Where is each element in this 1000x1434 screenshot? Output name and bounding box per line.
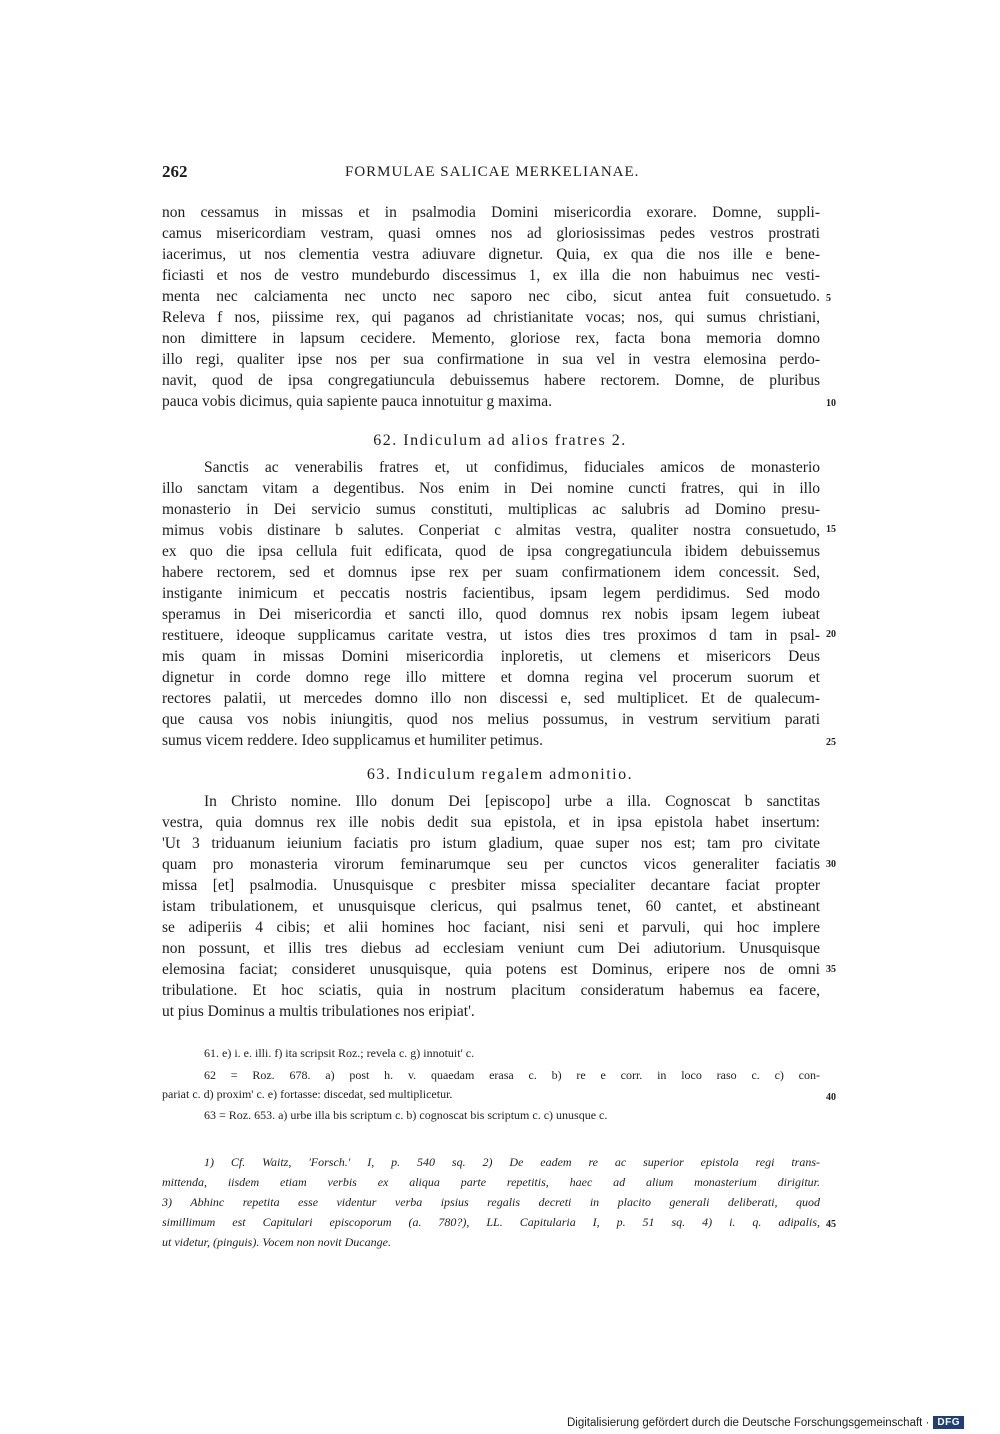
line-number: 45 (826, 1219, 836, 1230)
body-line: pauca vobis dicimus, quia sapiente pauca innotuitur g maxima. (162, 393, 552, 410)
body-line: ficiasti et nos de vestro mundeburdo discessimus 1, ex illa die non habuimus nec vesti- (162, 267, 820, 284)
footnote-line: ut videtur, (pinguis). Vocem non novit Ducange. (162, 1235, 391, 1249)
body-line: tribulatione. Et hoc sciatis, quia in nostrum placitum consideratum habemus ea facere, (162, 982, 820, 999)
body-line: instigante inimicum et peccatis nostris facientibus, ipsam legem perdidimus. Sed modo (162, 585, 820, 602)
body-line: monasterio in Dei servicio sumus constituti, multiplicas ac salubris ad Domino presu- (162, 501, 820, 518)
footnote-line: 1) Cf. Waitz, 'Forsch.' I, p. 540 sq. 2) De eadem re ac superior epistola regi trans- (204, 1155, 820, 1169)
body-line: navit, quod de ipsa congregatiuncula debuissemus habere rectorem. Domne, de pluribus (162, 372, 820, 389)
apparatus-line: 61. e) i. e. illi. f) ita scripsit Roz.; revela c. g) innotuit' c. (204, 1046, 475, 1060)
credit-text: Digitalisierung gefördert durch die Deutsche Forschungsgemeinschaft · (566, 1416, 930, 1429)
footnote-line: mittenda, iisdem etiam verbis ex aliqua parte repetitis, haec ad alium monasterium dirigitur. (162, 1175, 820, 1189)
body-line: istam tribulationem, et unusquisque clericus, qui psalmus tenet, 60 cantet, et abstineant (162, 898, 820, 915)
section-heading: 62. Indiculum ad alios fratres 2. (373, 432, 627, 449)
body-line: mimus vobis distinare b salutes. Conperiat c almitas vestra, qualiter nostra consuetudo, (162, 522, 820, 539)
body-line: Sanctis ac venerabilis fratres et, ut confidimus, fiduciales amicos de monasterio (204, 459, 820, 476)
body-line: speramus in Dei misericordia et sancti illo, quod domnus rex nobis ipsam legem iubeat (162, 606, 820, 623)
body-line: rectores palatii, ut mercedes domno illo non discessi e, sed multiplicet. Et de qualecum- (162, 690, 820, 707)
body-line: elemosina faciat; consideret unusquisque, quia potens est Dominus, eripere nos de omni (162, 961, 820, 978)
footnote-line: 3) Abhinc repetita esse videntur verba ipsius regalis decreti in placito generali deliberati, quod (162, 1195, 820, 1209)
body-line: ut pius Dominus a multis tribulationes nos eripiat'. (162, 1003, 475, 1020)
body-line: iacerimus, ut nos clementia vestra adiuvare dignetur. Quia, ex qua die nos ille e bene- (162, 246, 820, 263)
apparatus-line: 63 = Roz. 653. a) urbe illa bis scriptum c. b) cognoscat bis scriptum c. c) unusque c. (204, 1108, 608, 1122)
line-number: 40 (826, 1092, 836, 1103)
digitization-credit (567, 1416, 964, 1429)
body-line: In Christo nomine. Illo donum Dei [episcopo] urbe a illa. Cognoscat b sanctitas (204, 793, 820, 810)
running-title: FORMULAE SALICAE MERKELIANAE. (345, 164, 640, 180)
body-line: mis quam in missas Domini misericordia inploretis, ut clemens et misericors Deus (162, 648, 820, 665)
body-line: quam pro monasteria virorum feminarumque seu per cunctos vicos generaliter faciatis (162, 856, 820, 873)
body-line: Releva f nos, piissime rex, qui paganos ad christianitate vocas; nos, qui sumus christiani, (162, 309, 820, 326)
body-line: se adiperiis 4 cibis; et alii homines hoc faciant, nisi seni et parvuli, qui hoc implere (162, 919, 820, 936)
apparatus-line: 62 = Roz. 678. a) post h. v. quaedam erasa c. b) re e corr. in loco raso c. c) con- (204, 1068, 820, 1082)
footnote-line: simillimum est Capitulari episcoporum (a. 780?), LL. Capitularia I, p. 51 sq. 4) i. q. adipalis, (162, 1215, 820, 1229)
body-line: sumus vicem reddere. Ideo supplicamus et humiliter petimus. (162, 732, 543, 749)
dfg-logo: DFG (933, 1416, 964, 1429)
apparatus-line: pariat c. d) proxim' c. e) fortasse: discedat, sed multiplicetur. (162, 1087, 453, 1101)
line-number: 25 (826, 737, 836, 748)
body-line: illo regi, qualiter ipse nos per sua confirmatione in sua vel in vestra elemosina perdo- (162, 351, 820, 368)
line-number: 30 (826, 859, 836, 870)
line-number: 20 (826, 629, 836, 640)
body-line: non possunt, et illis tres diebus ad ecclesiam veniunt cum Dei adiutorium. Unusquisque (162, 940, 820, 957)
line-number: 10 (826, 398, 836, 409)
body-line: missa [et] psalmodia. Unusquisque c presbiter missa specialiter decantare faciat propter (162, 877, 820, 894)
page-number: 262 (162, 162, 188, 181)
body-line: dignetur in corde domno rege illo mittere et domna regina vel procerum suorum et (162, 669, 820, 686)
section-heading: 63. Indiculum regalem admonitio. (366, 766, 634, 783)
line-number: 35 (826, 964, 836, 975)
body-line: camus misericordiam vestram, quasi omnes nos ad gloriosissimas pedes vestros prostrati (162, 225, 820, 242)
line-number: 5 (826, 293, 831, 304)
body-line: habere rectorem, sed et domnus ipse rex per suam confirmationem idem concessit. Sed, (162, 564, 820, 581)
body-line: ex quo die ipsa cellula fuit edificata, quod de ipsa congregatiuncula ibidem debuissemus (162, 543, 820, 560)
line-number: 15 (826, 524, 836, 535)
body-line: 'Ut 3 triduanum ieiunium faciatis pro istum gladium, quae super nos est; tam pro civitate (162, 835, 820, 852)
body-line: vestra, quia domnus rex ille nobis dedit sua epistola, et in ipsa epistola habet insertum: (162, 814, 820, 831)
body-line: menta nec calciamenta nec uncto nec saporo nec cibo, sicut antea fuit consuetudo. (162, 288, 820, 305)
body-line: illo sanctam vitam a degentibus. Nos enim in Dei nomine cuncti fratres, qui in illo (162, 480, 820, 497)
body-line: non dimittere in lapsum cecidere. Memento, gloriose rex, facta bona memoria domno (162, 330, 820, 347)
body-line: que causa vos nobis iniungitis, quod nos melius possumus, in vestrum servitium parati (162, 711, 820, 728)
body-line: restituere, ideoque supplicamus caritate vestra, ut istos dies tres proximos d tam in psal- (162, 627, 820, 644)
body-line: non cessamus in missas et in psalmodia Domini misericordia exorare. Domne, suppli- (162, 204, 820, 221)
